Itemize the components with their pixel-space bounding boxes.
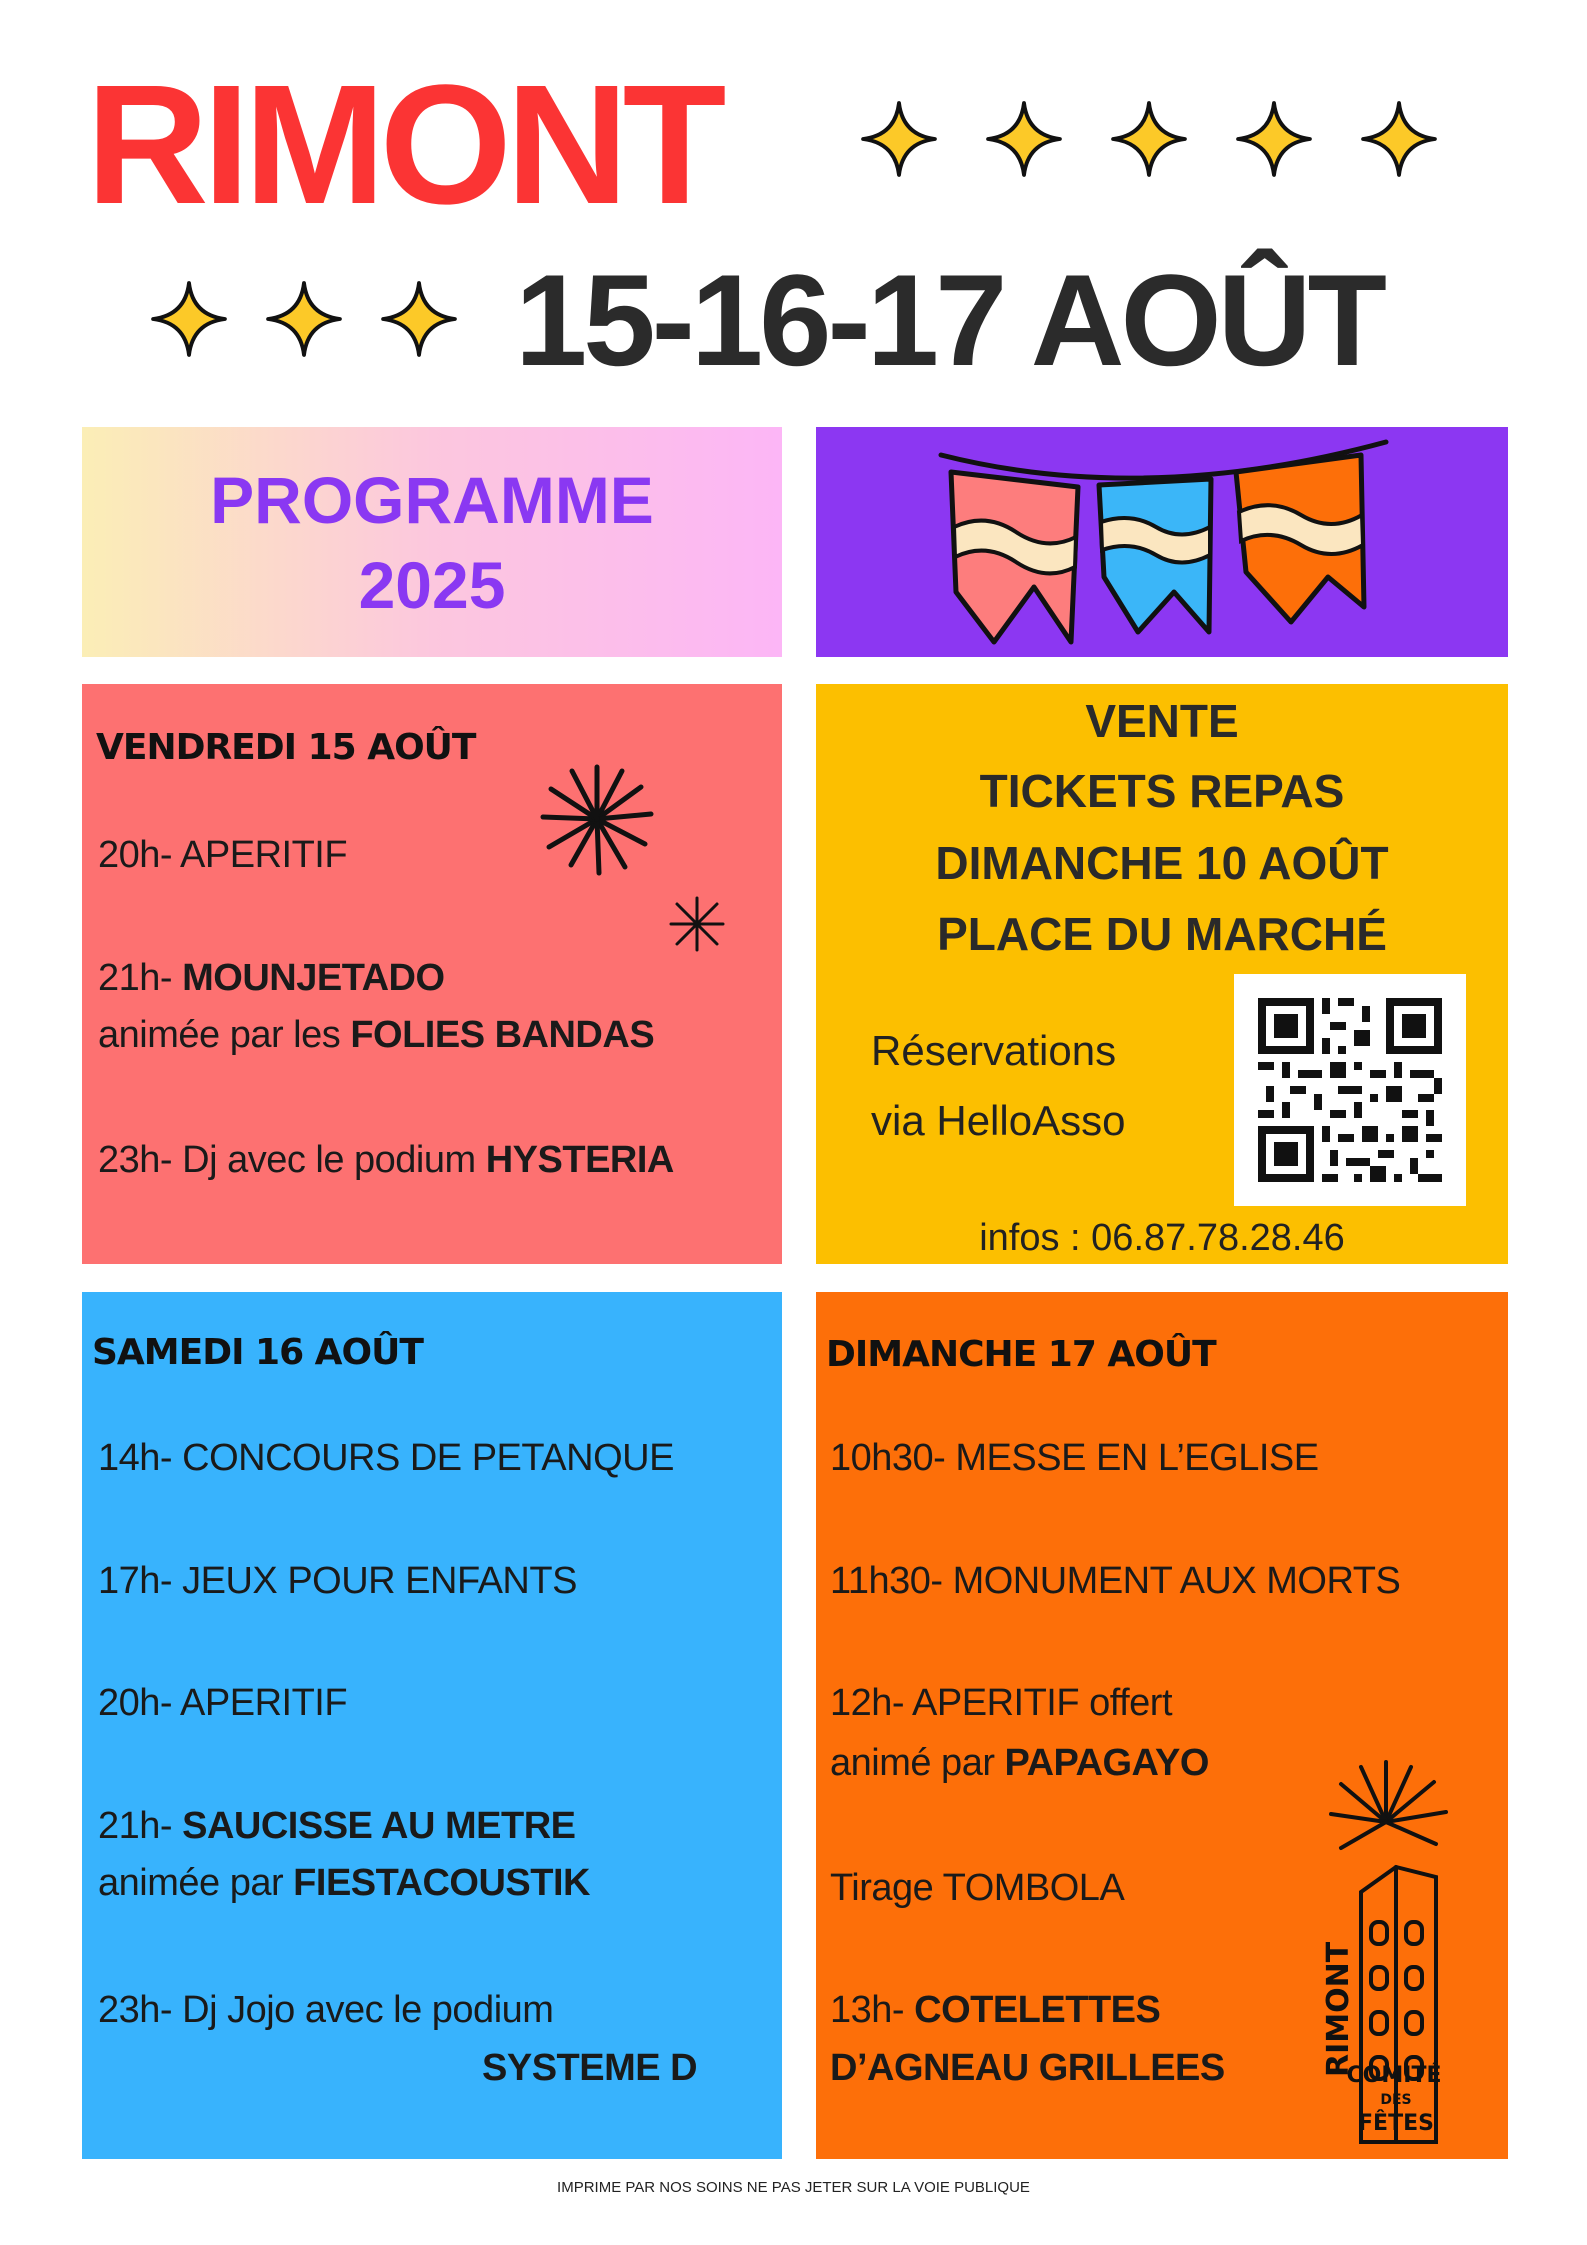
sale-line-1: VENTE	[1085, 695, 1239, 747]
programme-label: PROGRAMME	[210, 463, 654, 537]
small-firework-icon	[667, 894, 727, 954]
sale-line-4: PLACE DU MARCHÉ	[937, 908, 1387, 960]
reservation-platform: via HelloAsso	[871, 1097, 1126, 1144]
star-icon	[1110, 100, 1188, 178]
saturday-item-5: animée par FIESTACOUSTIK	[98, 1862, 590, 1904]
friday-item-3: animée par les FOLIES BANDAS	[98, 1014, 655, 1056]
sunday-item-3: 12h- APERITIF offert	[830, 1682, 1173, 1724]
star-icon	[380, 280, 458, 358]
saturday-heading: SAMEDI 16 AOÛT	[92, 1332, 423, 1373]
sunday-item-7: D’AGNEAU GRILLEES	[830, 2047, 1225, 2089]
saturday-item-4: 21h- SAUCISSE AU METRE	[98, 1805, 576, 1847]
bunting-banner	[816, 427, 1508, 657]
logo-fetes-text: FÊTES	[1358, 2111, 1434, 2136]
sale-line-3: DIMANCHE 10 AOÛT	[935, 837, 1389, 889]
contact-phone: infos : 06.87.78.28.46	[979, 1217, 1345, 1259]
star-icon	[265, 280, 343, 358]
saturday-section	[82, 1292, 782, 2159]
comite-des-fetes-logo	[1286, 1752, 1506, 2152]
sunday-item-1: 10h30- MESSE EN L’EGLISE	[830, 1437, 1319, 1479]
qr-code[interactable]	[1234, 974, 1466, 1206]
sunday-item-6: 13h- COTELETTES	[830, 1989, 1161, 2031]
sunday-heading: DIMANCHE 17 AOÛT	[826, 1334, 1216, 1375]
programme-banner	[82, 427, 782, 657]
event-dates: 15-16-17 AOÛT	[515, 247, 1383, 393]
ticket-sale-section	[816, 684, 1508, 1264]
saturday-item-3: 20h- APERITIF	[98, 1682, 348, 1724]
friday-item-1: 20h- APERITIF	[98, 834, 348, 876]
bunting-flags-icon	[816, 427, 1508, 657]
saturday-item-6: 23h- Dj Jojo avec le podium	[98, 1989, 554, 2031]
saturday-item-1: 14h- CONCOURS DE PETANQUE	[98, 1437, 674, 1479]
logo-des-text: DES	[1380, 2092, 1412, 2108]
star-icon	[1360, 100, 1438, 178]
logo-rimont-text: RIMONT	[1321, 1941, 1356, 2077]
saturday-item-2: 17h- JEUX POUR ENFANTS	[98, 1560, 577, 1602]
friday-item-4: 23h- Dj avec le podium HYSTERIA	[98, 1139, 674, 1181]
saturday-item-7: SYSTEME D	[482, 2047, 698, 2089]
star-icon	[985, 100, 1063, 178]
qr-code-icon	[1234, 974, 1466, 1206]
sale-line-2: TICKETS REPAS	[979, 765, 1345, 817]
friday-section	[82, 684, 782, 1264]
friday-heading: VENDREDI 15 AOÛT	[96, 727, 476, 768]
sunday-item-2: 11h30- MONUMENT AUX MORTS	[830, 1560, 1401, 1602]
logo-comite-text: COMITÉ	[1346, 2063, 1442, 2088]
star-icon	[860, 100, 938, 178]
sunday-item-4: animé par PAPAGAYO	[830, 1742, 1209, 1784]
star-icon	[150, 280, 228, 358]
firework-icon	[537, 759, 657, 879]
friday-item-2: 21h- MOUNJETADO	[98, 957, 445, 999]
reservation-label: Réservations	[871, 1027, 1117, 1074]
footer-note: IMPRIME PAR NOS SOINS NE PAS JETER SUR LA VOIE PUBLIQUE	[557, 2179, 1030, 2196]
star-icon	[1235, 100, 1313, 178]
programme-year: 2025	[358, 548, 506, 622]
sunday-section	[816, 1292, 1508, 2159]
sunday-item-5: Tirage TOMBOLA	[830, 1867, 1125, 1909]
page-title: RIMONT	[86, 50, 721, 240]
